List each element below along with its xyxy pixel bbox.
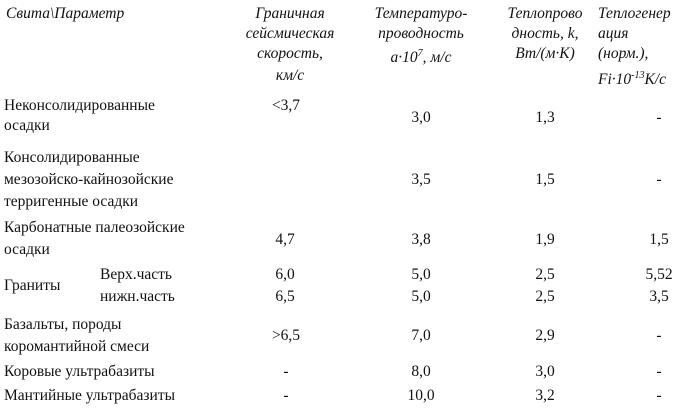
header-diffusivity-line1: Температуро- — [374, 5, 468, 22]
header-diffusivity-line3: $a\cdot 10^7$, м/с — [390, 48, 452, 67]
row-0-name-line2: осадки — [4, 117, 50, 134]
row-3-heatgen: 5,52 — [645, 266, 673, 283]
row-7-name: Мантийные ультрабазиты — [4, 387, 176, 404]
row-4-conductivity: 2,5 — [535, 288, 555, 305]
row-1-conductivity: 1,5 — [535, 171, 555, 188]
row-3-seismic: 6,0 — [275, 266, 295, 283]
row-0-seismic: <3,7 — [271, 97, 301, 114]
row-6-name: Коровые ультрабазиты — [4, 363, 155, 380]
header-heatgen-line2: ация — [598, 25, 629, 42]
header-seismic-line3: скорость, — [257, 45, 323, 62]
row-2-name-line2: осадки — [4, 241, 50, 258]
row-4-sub: нижн.часть — [100, 288, 175, 305]
row-4-diffusivity: 5,0 — [411, 288, 431, 305]
row-1-diffusivity: 3,5 — [411, 171, 431, 188]
row-6-conductivity: 3,0 — [535, 363, 555, 380]
header-seismic-line4: км/с — [275, 67, 305, 84]
row-7-heatgen: - — [656, 387, 662, 404]
row-3-sub: Верх.часть — [100, 266, 172, 283]
row-1-name-line1: Консолидированные — [4, 149, 140, 166]
row-7-seismic: - — [283, 387, 289, 404]
header-heatgen-line1: Теплогенер — [598, 5, 671, 22]
row-2-name-line1: Карбонатные палеозойские — [4, 219, 185, 236]
row-2-diffusivity: 3,8 — [411, 231, 431, 248]
row-5-name-line1: Базальты, породы — [4, 316, 122, 333]
header-seismic-line2: сейсмическая — [245, 25, 335, 42]
header-conductivity-line1: Теплопрово — [507, 5, 583, 22]
row-2-heatgen: 1,5 — [649, 231, 669, 248]
row-5-diffusivity: 7,0 — [411, 327, 431, 344]
row-0-name-line1: Неконсолидированные — [4, 97, 155, 114]
row-5-conductivity: 2,9 — [535, 327, 555, 344]
header-seismic-line1: Граничная — [255, 5, 325, 22]
header-heatgen-line3: (норм.), — [598, 45, 649, 62]
row-3-name: Граниты — [4, 277, 61, 294]
row-0-conductivity: 1,3 — [535, 109, 555, 126]
row-5-seismic: >6,5 — [271, 327, 301, 344]
header-heatgen-line4: $Fi\cdot 10^{-13}К/с$ — [598, 70, 666, 89]
row-4-heatgen: 3,5 — [649, 288, 669, 305]
row-6-heatgen: - — [656, 363, 662, 380]
row-4-seismic: 6,5 — [275, 288, 295, 305]
row-7-conductivity: 3,2 — [535, 387, 555, 404]
row-7-diffusivity: 10,0 — [407, 387, 435, 404]
row-0-diffusivity: 3,0 — [411, 109, 431, 126]
row-2-seismic: 4,7 — [275, 231, 295, 248]
row-5-heatgen: - — [656, 327, 662, 344]
row-5-name-line2: коромантийной смеси — [4, 338, 150, 355]
row-1-heatgen: - — [656, 171, 662, 188]
row-6-seismic: - — [283, 363, 289, 380]
header-conductivity-line2: дность, k, — [511, 25, 579, 42]
row-0-heatgen: - — [656, 109, 662, 126]
row-1-name-line2: мезозойско-кайнозойские — [4, 171, 174, 188]
row-3-conductivity: 2,5 — [535, 266, 555, 283]
row-2-conductivity: 1,9 — [535, 231, 555, 248]
row-6-diffusivity: 8,0 — [411, 363, 431, 380]
row-3-diffusivity: 5,0 — [411, 266, 431, 283]
header-conductivity-line3: Вт/(м·К) — [515, 45, 575, 62]
header-diffusivity-line2: проводность — [378, 25, 464, 42]
header-suite-parameter: Свита\Параметр — [6, 5, 125, 22]
row-1-name-line3: терригенные осадки — [4, 193, 139, 210]
